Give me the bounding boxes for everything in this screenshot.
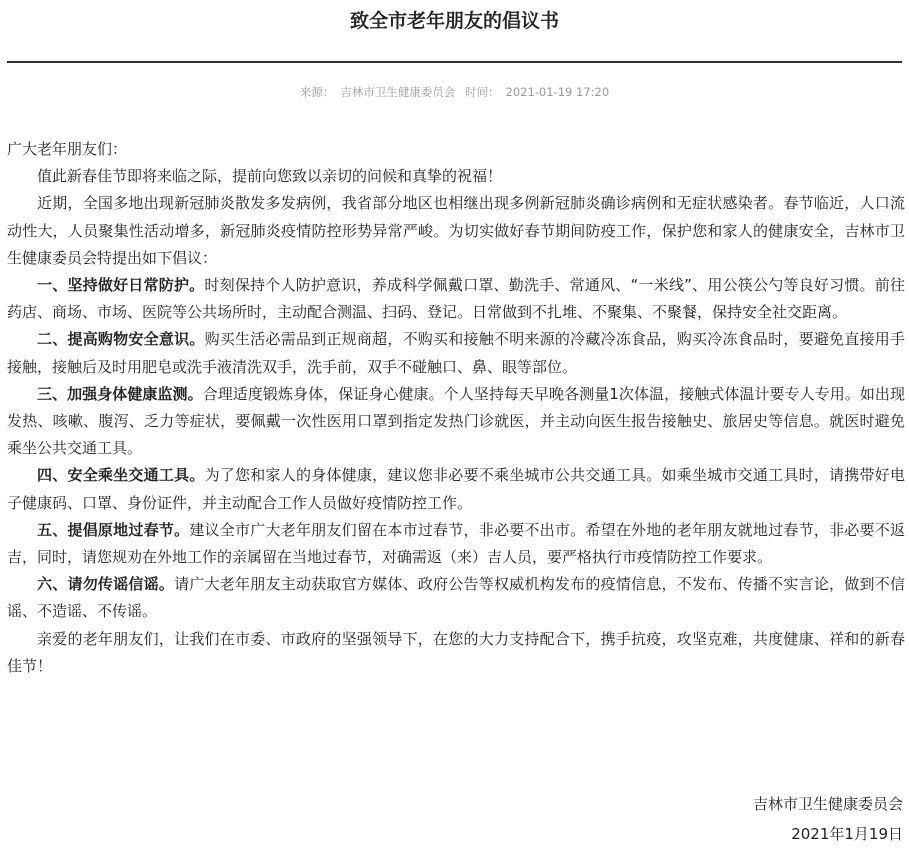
time-value: 2021-01-19 17:20 [505, 85, 610, 99]
article-title: 致全市老年朋友的倡议书 [349, 10, 559, 32]
proposal-text-3: 合理适度锻炼身体，保证身心健康。个人坚持每天早晚各测量1次体温，接触式体温计要专人专用。如出现发热、咳嗽、腹泻、乏力等症状，要佩戴一次性医用口罩到指定发热门诊就医，并主动向医生报告接触史、旅居史等信息。就医时避免乘坐公共交通工具。 [7, 384, 905, 458]
proposal-heading-4: 四、安全乘坐交通工具。 [37, 466, 205, 485]
proposal-text-1: 时刻保持个人防护意识，养成科学佩戴口罩、勤洗手、常通风、“一米线”、用公筷公勺等良好习惯。前往药店、商场、市场、医院等公共场所时，主动配合测温、扫码、登记。日常做到不扎堆、不聚集、不聚餐，保持安全社交距离。 [7, 276, 905, 322]
proposal-heading-2: 二、提高购物安全意识。 [37, 330, 205, 349]
proposal-item-3 [7, 381, 905, 463]
signature-date: 2021年1月19日 [791, 825, 903, 843]
proposal-item-4 [7, 462, 905, 516]
proposal-text-2: 购买生活必需品到正规商超，不购买和接触不明来源的冷藏冷冻食品，购买冷冻食品时，要避免直接用手接触，接触后及时用肥皂或洗手液清洗双手，洗手前，双手不碰触口、鼻、眼等部位。 [7, 330, 905, 376]
proposal-item-6 [7, 571, 905, 625]
time-label: 时间： [465, 85, 500, 99]
proposal-item-5 [7, 517, 905, 571]
greeting-paragraph: 值此新春佳节即将来临之际，提前向您致以亲切的问候和真挚的祝福！ [37, 167, 503, 186]
proposal-heading-3: 三、加强身体健康监测。 [37, 384, 203, 403]
source-label: 来源： [299, 85, 335, 99]
salutation: 广大老年朋友们： [7, 140, 128, 158]
proposal-text-4: 为了您和家人的身体健康，建议您非必要不乘坐城市公共交通工具。如乘坐城市交通工具时，请携带好电子健康码、口罩、身份证件，并主动配合工作人员做好疫情防控工作。 [7, 466, 905, 512]
article-body [7, 136, 905, 680]
signature-org: 吉林市卫生健康委员会 [752, 795, 903, 813]
title-divider [7, 61, 902, 63]
source-value: 吉林市卫生健康委员会 [340, 85, 456, 99]
proposal-heading-1: 一、坚持做好日常防护。 [37, 276, 205, 295]
closing-paragraph: 亲爱的老年朋友们，让我们在市委、市政府的坚强领导下，在您的大力支持配合下，携手抗疫，攻坚克难，共度健康、祥和的新春佳节！ [7, 629, 905, 675]
proposal-heading-6: 六、请勿传谣信谣。 [37, 575, 175, 594]
proposal-item-1 [7, 272, 905, 326]
intro-paragraph: 近期，全国多地出现新冠肺炎散发多发病例，我省部分地区也相继出现多例新冠肺炎确诊病例和无症状感染者。春节临近，人口流动性大，人员聚集性活动增多，新冠肺炎疫情防控形势异常严峻。为切实做好春节期间防疫工作，保护您和家人的健康安全，吉林市卫生健康委员会特提出如下倡议： [7, 194, 905, 267]
article-meta [0, 84, 909, 100]
proposal-text-6: 请广大老年朋友主动获取官方媒体、政府公告等权威机构发布的疫情信息，不发布、传播不实言论，做到不信谣、不造谣、不传谣。 [7, 575, 905, 621]
proposal-item-2 [7, 326, 905, 380]
proposal-heading-5: 五、提倡原地过春节。 [37, 520, 190, 539]
proposal-text-5: 建议全市广大老年朋友们留在本市过春节，非必要不出市。希望在外地的老年朋友就地过春节，非必要不返吉，同时，请您规劝在外地工作的亲属留在当地过春节，对确需返（来）吉人员，要严格执行市疫情防控工作要求。 [7, 520, 905, 567]
